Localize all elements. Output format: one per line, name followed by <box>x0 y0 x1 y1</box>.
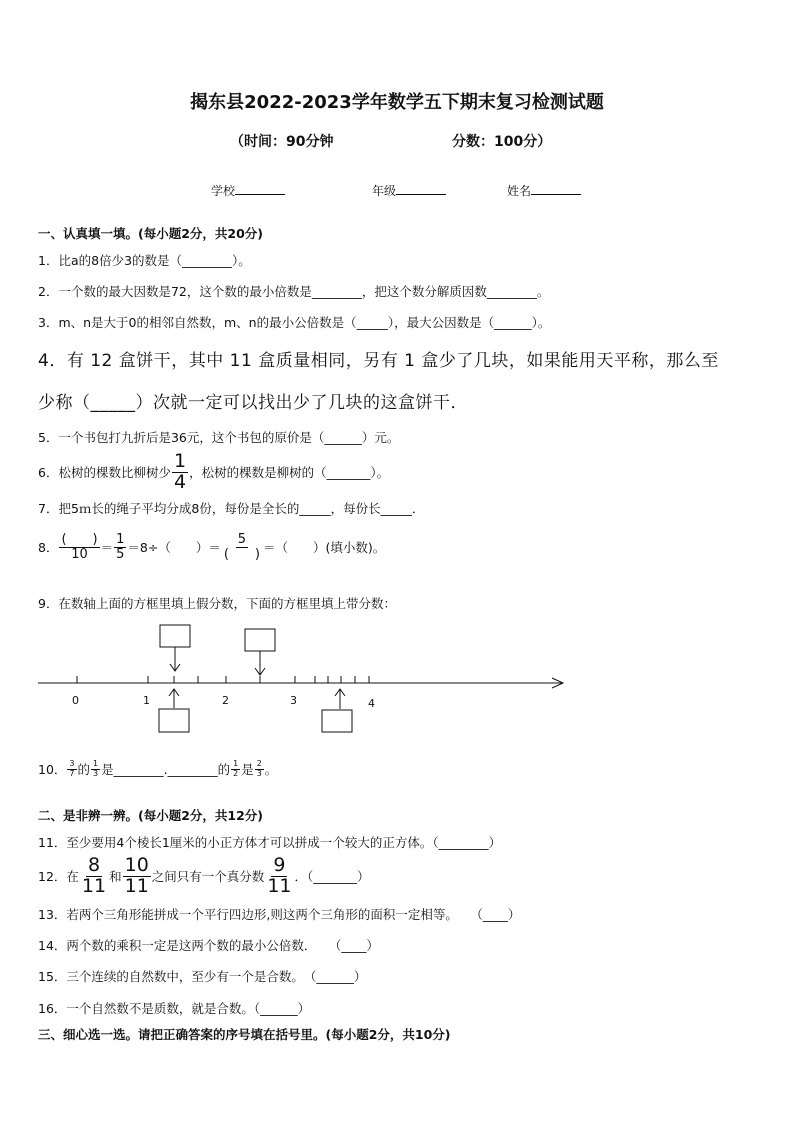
number-line-figure <box>0 615 794 740</box>
question-6: 6．松树的棵数比柳树少 $\frac{1}{4}$ ，松树的棵数是柳树的（_______）。 <box>38 450 390 493</box>
fraction: $\frac{1}{5}$ <box>116 532 125 562</box>
question-12: 12．在 $\frac{8}{11}$ 和 $\frac{10}{11}$ 之间只有一个真分数 $\frac{9}{11}$ ．（_______） <box>38 854 370 897</box>
question-4-line-1: 4．有 12 盒饼干，其中 11 盒质量相同，另有 1 盒少了几块，如果能用天平称，那么至 <box>38 351 719 371</box>
question-15: 15．三个连续的自然数中，至少有一个是合数。 （______） <box>38 969 367 984</box>
score-label: 分数：100分） <box>452 134 552 150</box>
question-5: 5．一个书包打九折后是36元，这个书包的原价是（______）元。 <box>38 430 400 445</box>
fraction: $\frac{1}{4}$ <box>173 450 187 493</box>
fraction: $\frac{5}{( )}$ <box>223 532 260 562</box>
page-title: 揭东县2022-2023学年数学五下期末复习检测试题 <box>190 92 604 113</box>
section-3-heading: 三、细心选一选。请把正确答案的序号填在括号里。(每小题2分，共10分) <box>38 1027 451 1042</box>
question-10: 10． $\frac{3}{7}$ 的 $\frac{1}{3}$ 是________.________的 $\frac{1}{2}$ 是 $\frac{2}{3}$ 。 <box>38 759 278 778</box>
name-field: 姓名 <box>507 182 581 199</box>
tick-label-2: 2 <box>222 694 229 707</box>
answer-box-top-1 <box>160 625 190 647</box>
question-1: 1．比a的8倍少3的数是（________）。 <box>38 253 251 268</box>
tick-label-1: 1 <box>143 694 150 707</box>
answer-box-bottom-1 <box>159 709 189 732</box>
fraction: $\frac{( )}{10}$ <box>61 532 98 562</box>
tick-label-4: 4 <box>368 697 375 710</box>
question-14: 14．两个数的乘积一定是这两个数的最小公倍数． （____） <box>38 938 379 953</box>
question-16: 16．一个自然数不是质数，就是合数。（______） <box>38 1001 311 1016</box>
question-9: 9．在数轴上面的方框里填上假分数，下面的方框里填上带分数： <box>38 596 396 611</box>
section-2-heading: 二、是非辨一辨。(每小题2分，共12分) <box>38 808 264 823</box>
question-2: 2．一个数的最大因数是72，这个数的最小倍数是________，把这个数分解质因数________。 <box>38 284 550 299</box>
question-8: 8． $\frac{( )}{10}$ ＝ $\frac{1}{5}$ ＝8÷（ ）＝ $\frac{5}{( )}$ ＝（ ）(填小数)。 <box>38 532 386 562</box>
question-13: 13．若两个三角形能拼成一个平行四边形,则这两个三角形的面积一定相等。 （____） <box>38 907 521 922</box>
grade-field: 年级 <box>372 182 446 199</box>
school-field: 学校 <box>211 182 285 199</box>
tick-label-0: 0 <box>72 694 79 707</box>
question-11: 11．至少要用4个棱长1厘米的小正方体才可以拼成一个较大的正方体。（________） <box>38 835 502 850</box>
answer-box-bottom-2 <box>322 710 352 732</box>
time-label: （时间：90分钟 <box>230 134 334 150</box>
answer-box-top-2 <box>245 629 275 651</box>
tick-label-3: 3 <box>290 694 297 707</box>
question-3: 3．m、n是大于0的相邻自然数，m、n的最小公倍数是（_____），最大公因数是（______）。 <box>38 315 551 330</box>
question-4-line-2: 少称（_____）次就一定可以找出少了几块的这盒饼干． <box>38 393 468 413</box>
section-1-heading: 一、认真填一填。(每小题2分，共20分) <box>38 226 264 241</box>
question-7: 7．把5ｍ长的绳子平均分成8份，每份是全长的_____，每份长_____． <box>38 501 425 516</box>
